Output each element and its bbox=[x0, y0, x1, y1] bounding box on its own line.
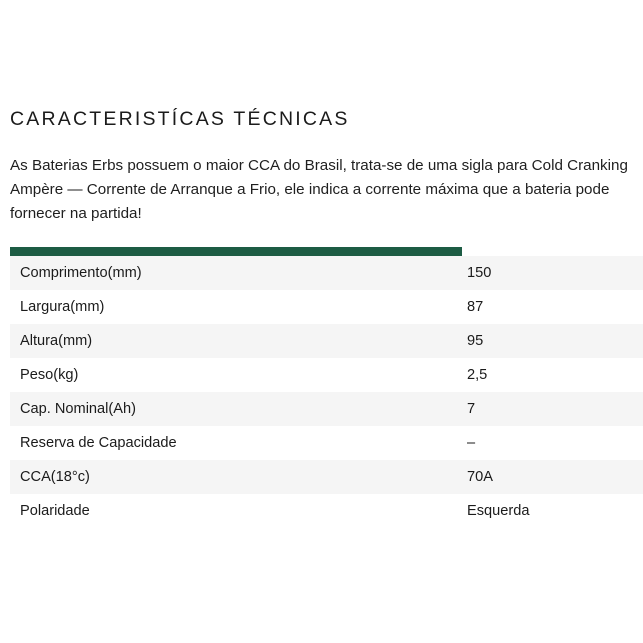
spec-label: CCA(18°c) bbox=[10, 460, 462, 494]
table-row bbox=[10, 426, 643, 460]
spec-value: Esquerda bbox=[462, 494, 643, 528]
spec-value: 2,5 bbox=[462, 358, 643, 392]
spec-value: 150 bbox=[462, 256, 643, 290]
accent-blank-cell bbox=[462, 247, 643, 256]
table-row bbox=[10, 290, 643, 324]
page-title: CARACTERISTÍCAS TÉCNICAS bbox=[10, 108, 350, 130]
table-row bbox=[10, 494, 643, 528]
spec-label: Altura(mm) bbox=[10, 324, 462, 358]
intro-paragraph: As Baterias Erbs possuem o maior CCA do Brasil, trata-se de uma sigla para Cold Cranking Ampère — Corrente de Arranque a Frio, ele indica a corrente máxima que a bateria pode fornecer na partida! bbox=[10, 157, 628, 222]
spec-value: 70A bbox=[462, 460, 643, 494]
table-row bbox=[10, 256, 643, 290]
spec-label: Polaridade bbox=[10, 494, 462, 528]
spec-label: Reserva de Capacidade bbox=[10, 426, 462, 460]
spec-value: 95 bbox=[462, 324, 643, 358]
spec-label: Largura(mm) bbox=[10, 290, 462, 324]
accent-blank bbox=[467, 247, 643, 256]
spec-value: 7 bbox=[462, 392, 643, 426]
table-row bbox=[10, 324, 643, 358]
table-accent-row bbox=[10, 247, 643, 256]
table-row bbox=[10, 460, 643, 494]
spec-value: – bbox=[462, 426, 643, 460]
table-row bbox=[10, 392, 643, 426]
accent-bar-cell bbox=[10, 247, 462, 256]
spec-label: Peso(kg) bbox=[10, 358, 462, 392]
spec-label: Cap. Nominal(Ah) bbox=[10, 392, 462, 426]
spec-value: 87 bbox=[462, 290, 643, 324]
specifications-table bbox=[10, 247, 643, 528]
accent-bar bbox=[10, 247, 462, 256]
table-row bbox=[10, 358, 643, 392]
spec-label: Comprimento(mm) bbox=[10, 256, 462, 290]
